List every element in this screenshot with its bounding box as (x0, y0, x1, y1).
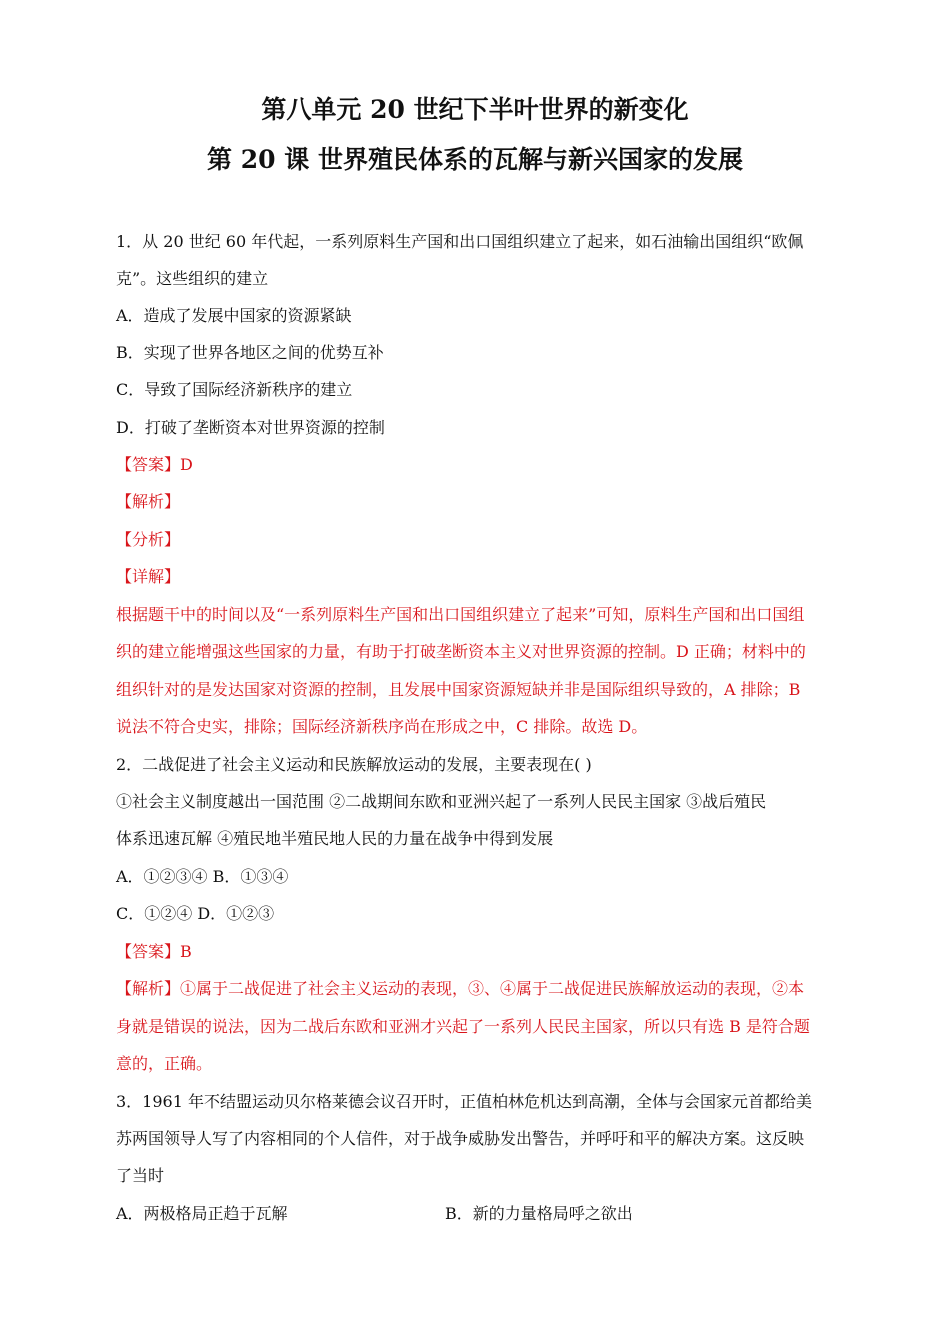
q2-answer-value: B (180, 942, 192, 961)
q1-detail-line2: 织的建立能增强这些国家的力量，有助于打破垄断资本主义对世界资源的控制。D 正确；材料中的 (116, 642, 806, 661)
q3-option-a: A．两极格局正趋于瓦解 (116, 1204, 288, 1223)
q2-analysis-line3: 意的，正确。 (116, 1054, 213, 1073)
q3-stem-line3: 了当时 (116, 1166, 165, 1185)
q2-analysis-line2: 身就是错误的说法，因为二战后东欧和亚洲才兴起了一系列人民民主国家，所以只有选 B 是符合题 (116, 1017, 810, 1036)
q1-option-d: D．打破了垄断资本对世界资源的控制 (116, 418, 385, 437)
q2-options-cd: C．①②④ D．①②③ (116, 904, 275, 923)
q1-answer-label: 【答案】 (116, 455, 181, 474)
q3-stem-line2: 苏两国领导人写了内容相同的个人信件，对于战争威胁发出警告，并呼吁和平的解决方案。这反映 (116, 1129, 805, 1148)
q1-detail-line1: 根据题干中的时间以及“一系列原料生产国和出口国组织建立了起来”可知，原料生产国和出口国组 (116, 605, 805, 624)
q1-analysis-label: 【解析】 (116, 492, 181, 511)
q1-detail-label: 【详解】 (116, 567, 181, 586)
q3-option-b: B．新的力量格局呼之欲出 (445, 1204, 633, 1223)
q2-analysis-line1: 【解析】①属于二战促进了社会主义运动的表现，③、④属于二战促进民族解放运动的表现，②本 (116, 979, 805, 998)
q2-options-ab: A．①②③④ B．①③④ (116, 867, 289, 886)
q1-fenxi-label: 【分析】 (116, 530, 181, 549)
unit-title: 第八单元 20 世纪下半叶世界的新变化 (261, 95, 689, 124)
q1-answer-value: D (180, 455, 193, 474)
q2-items-line2: 体系迅速瓦解 ④殖民地半殖民地人民的力量在战争中得到发展 (116, 829, 554, 848)
q1-option-a: A．造成了发展中国家的资源紧缺 (116, 306, 352, 325)
q2-answer (116, 941, 192, 963)
lesson-title: 第 20 课 世界殖民体系的瓦解与新兴国家的发展 (207, 145, 743, 174)
q2-items-line1: ①社会主义制度越出一国范围 ②二战期间东欧和亚洲兴起了一系列人民民主国家 ③战后殖民 (116, 792, 767, 811)
q1-answer (116, 454, 193, 476)
q1-detail-line4: 说法不符合史实，排除；国际经济新秩序尚在形成之中，C 排除。故选 D。 (116, 717, 648, 736)
q2-stem: 2．二战促进了社会主义运动和民族解放运动的发展，主要表现在( ) (116, 755, 592, 774)
q3-stem-line1: 3．1961 年不结盟运动贝尔格莱德会议召开时，正值柏林危机达到高潮，全体与会国家元首都给美 (116, 1092, 812, 1111)
q1-option-c: C．导致了国际经济新秩序的建立 (116, 380, 353, 399)
q2-answer-label: 【答案】 (116, 942, 181, 961)
q1-stem-line1: 1．从 20 世纪 60 年代起，一系列原料生产国和出口国组织建立了起来，如石油输出国组织“欧佩 (116, 232, 804, 251)
q1-detail-line3: 组织针对的是发达国家对资源的控制，且发展中国家资源短缺并非是国际组织导致的，A 排除；B (116, 680, 801, 699)
q1-stem-line2: 克”。这些组织的建立 (116, 269, 269, 288)
q1-option-b: B．实现了世界各地区之间的优势互补 (116, 343, 384, 362)
